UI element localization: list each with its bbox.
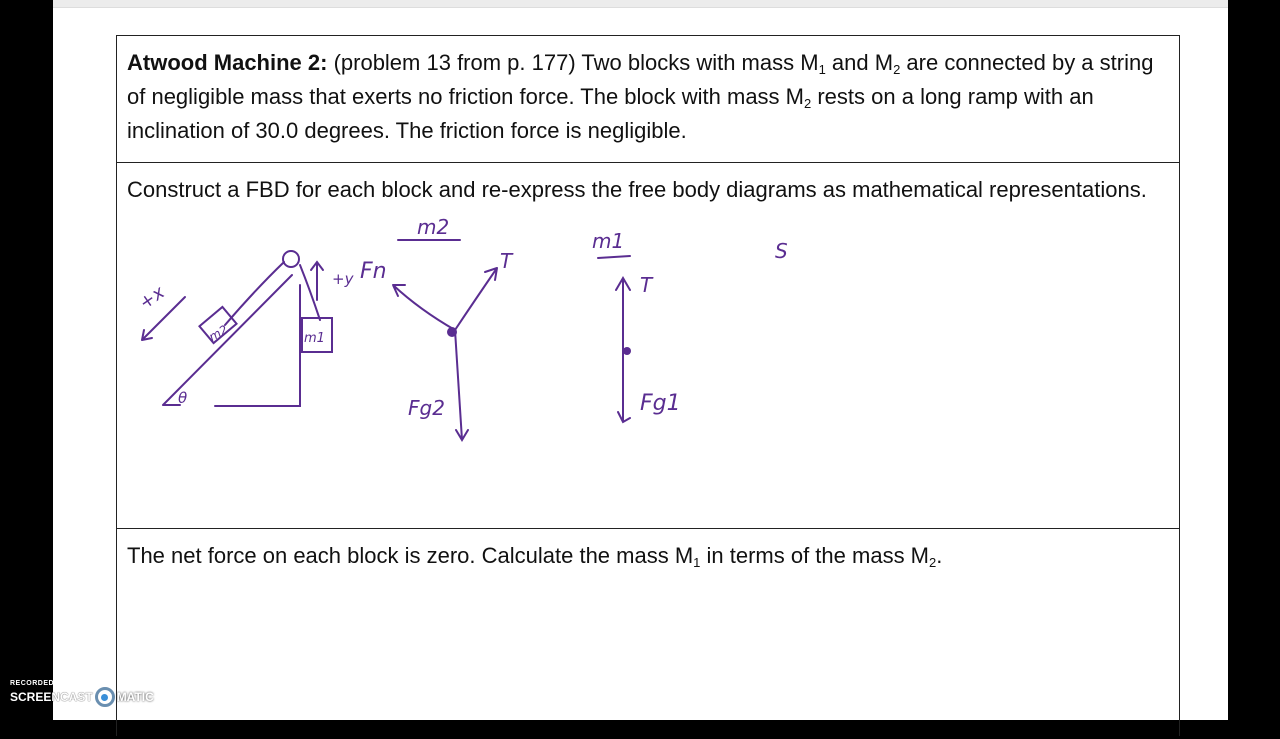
watermark-caption: RECORDED WITH [10, 680, 77, 687]
subscript: 1 [693, 555, 701, 570]
text: in terms of the mass M [700, 543, 930, 568]
m1-underline [598, 256, 630, 258]
label-m2-heading: m2 [417, 215, 450, 239]
label-m1-block: m1 [304, 331, 325, 346]
label-t-m2: T [500, 249, 513, 273]
label-theta: θ [178, 389, 188, 407]
label-m1-heading: m1 [592, 229, 625, 253]
subscript: 2 [804, 96, 812, 111]
subscript: 1 [818, 62, 826, 77]
watermark-brand-a: SCREENCAST [10, 690, 93, 704]
label-t-m1: T [640, 273, 653, 297]
problem-title: Atwood Machine 2: [127, 50, 328, 75]
text: are connected by a string of negligible mass that exerts no friction force. The block with mass M [127, 50, 1154, 109]
m2-point [447, 327, 457, 337]
screencast-watermark [10, 680, 154, 707]
subscript: 2 [893, 62, 901, 77]
ramp-drawing [163, 275, 300, 406]
label-plus-x: +x [135, 281, 169, 314]
fbd-prompt: Construct a FBD for each block and re-express the free body diagrams as mathematical representations. [127, 177, 1147, 202]
text: and M [825, 50, 894, 75]
plus-y-arrow [311, 262, 323, 300]
text: (problem 13 from p. 177) Two blocks with mass M [327, 50, 819, 75]
fg2-arrow [455, 330, 468, 440]
text: The net force on each block is zero. Calculate the mass M [127, 543, 694, 568]
text: . [936, 543, 943, 568]
fn-arrow [393, 285, 455, 330]
label-m2-block: m2 [206, 322, 231, 345]
pulley [283, 251, 299, 267]
label-fg2: Fg2 [408, 396, 445, 420]
m1-point [623, 347, 631, 355]
label-sigma: S [775, 239, 788, 263]
label-plus-y: +y [332, 270, 354, 288]
text: rests on a long ramp with an inclination of 30.0 degrees. The friction force is negligible. [127, 84, 1094, 143]
record-icon [95, 687, 115, 707]
watermark-brand-b: MATIC [116, 690, 154, 704]
t-arrow-m2 [455, 268, 497, 330]
label-fg1: Fg1 [640, 391, 681, 416]
label-fn: Fn [360, 259, 387, 284]
subscript: 2 [929, 555, 937, 570]
